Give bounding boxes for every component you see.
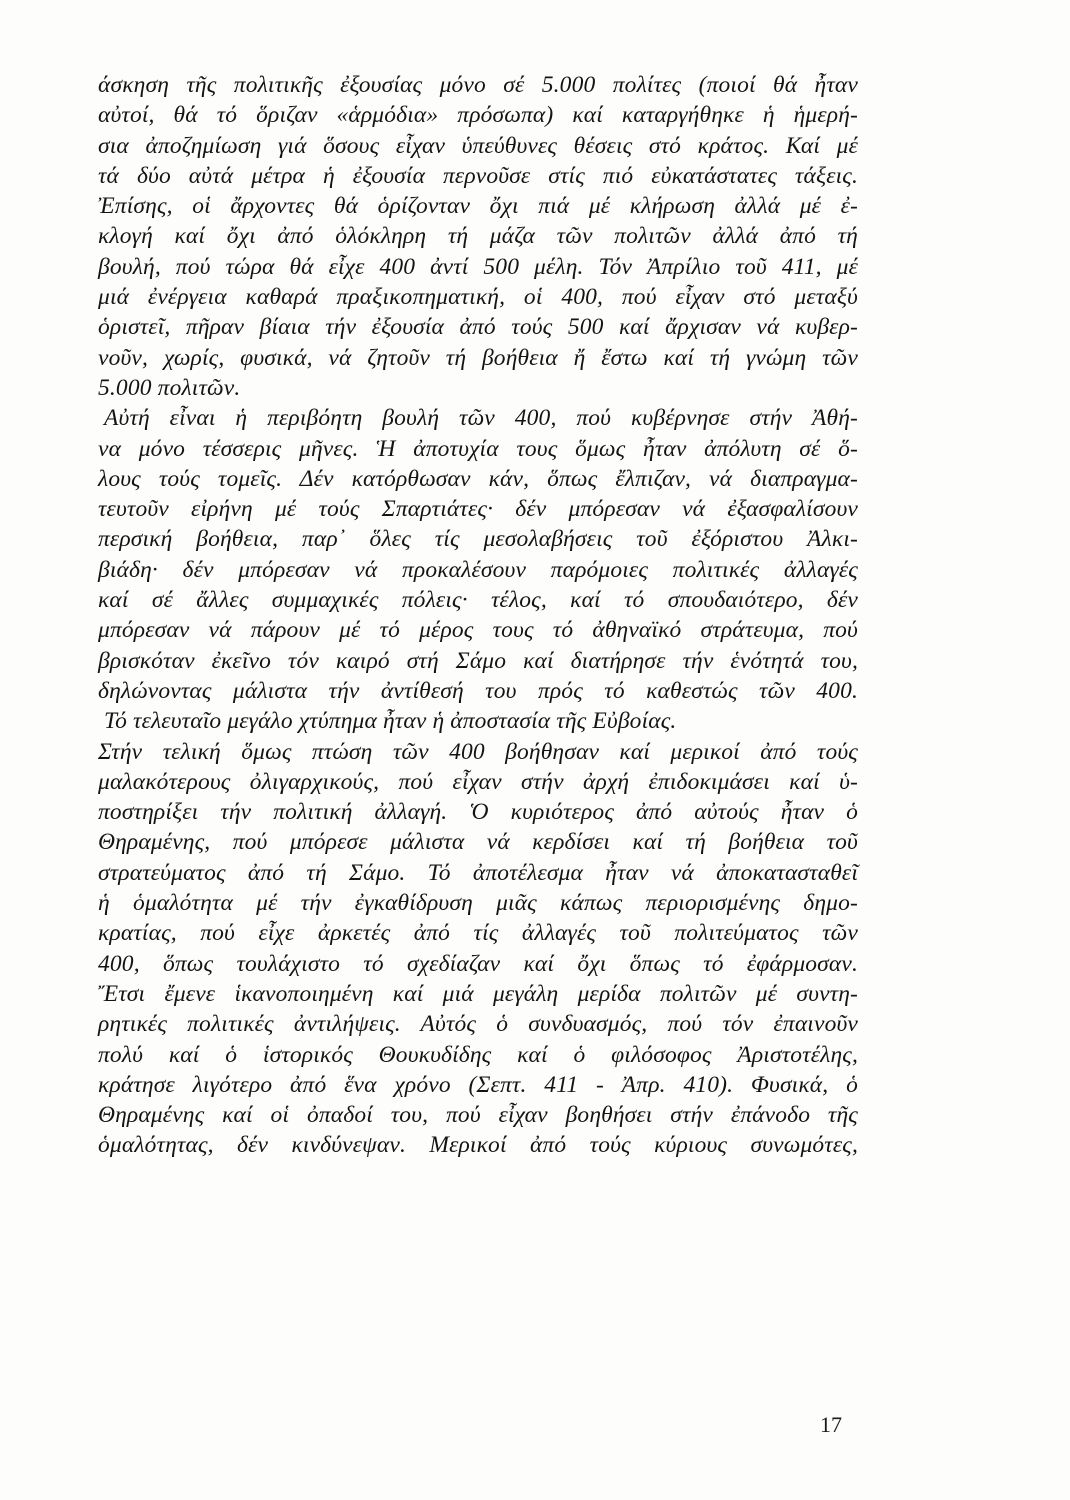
text-line: Θηραμένης, πού μπόρεσε μάλιστα νά κερδίσει καί τή βοήθεια τοῦ (98, 829, 858, 856)
text-line: μιά ἐνέργεια καθαρά πραξικοπηματική, οἱ 400, πού εἶχαν στό μεταξύ (98, 284, 858, 311)
text-line: μαλακότερους ὀλιγαρχικούς, πού εἶχαν στήν ἀρχή ἐπιδοκιμάσει καί ὑ- (98, 768, 858, 795)
paragraph-start-line: Αὐτή εἶναι ἡ περιβόητη βουλή τῶν 400, πού κυβέρνησε στήν Ἀθή- (104, 405, 858, 432)
text-line: ὁριστεῖ, πῆραν βίαια τήν ἐξουσία ἀπό τούς 500 καί ἄρχισαν νά κυβερ- (98, 314, 858, 341)
text-line: δηλώνοντας μάλιστα τήν ἀντίθεσή του πρός τό καθεστώς τῶν 400. (98, 677, 858, 704)
page-number: 17 (820, 1412, 842, 1437)
text-line: λους τούς τομεῖς. Δέν κατόρθωσαν κάν, ὅπως ἔλπιζαν, νά διαπραγμα- (98, 465, 858, 492)
text-line: κρατίας, πού εἶχε ἀρκετές ἀπό τίς ἀλλαγές τοῦ πολιτεύματος τῶν (98, 920, 858, 947)
text-line: ἡ ὁμαλότητα μέ τήν ἐγκαθίδρυση μιᾶς κάπως περιορισμένης δημο- (98, 890, 858, 917)
paragraph-start-line: Τό τελευταῖο μεγάλο χτύπημα ἦταν ἡ ἀποστασία τῆς Εὐβοίας. (104, 708, 677, 735)
text-line: νοῦν, χωρίς, φυσικά, νά ζητοῦν τή βοήθεια ἤ ἔστω καί τή γνώμη τῶν (98, 344, 858, 371)
text-line: αὐτοί, θά τό ὅριζαν «ἁρμόδια» πρόσωπα) καί καταργήθηκε ἡ ἡμερή- (98, 102, 858, 129)
text-line: σια ἀποζημίωση γιά ὅσους εἶχαν ὑπεύθυνες θέσεις στό κράτος. Καί μέ (98, 132, 858, 159)
body-text (98, 70, 858, 1161)
text-line: κλογή καί ὄχι ἀπό ὁλόκληρη τή μάζα τῶν πολιτῶν ἀλλά ἀπό τή (98, 223, 858, 250)
text-line: Στήν τελική ὅμως πτώση τῶν 400 βοήθησαν καί μερικοί ἀπό τούς (98, 738, 858, 765)
text-line: Ἐπίσης, οἱ ἄρχοντες θά ὁρίζονταν ὄχι πιά μέ κλήρωση ἀλλά μέ ἐ- (98, 193, 858, 220)
text-line: περσική βοήθεια, παρ᾿ ὅλες τίς μεσολαβήσεις τοῦ ἐξόριστου Ἀλκι- (98, 526, 858, 553)
text-line: μπόρεσαν νά πάρουν μέ τό μέρος τους τό ἀθηναϊκό στράτευμα, πού (98, 617, 858, 644)
text-line: τά δύο αὐτά μέτρα ἡ ἐξουσία περνοῦσε στίς πιό εὐκατάστατες τάξεις. (98, 162, 858, 189)
text-line: να μόνο τέσσερις μῆνες. Ἡ ἀποτυχία τους ὅμως ἦταν ἀπόλυτη σέ ὅ- (98, 435, 858, 462)
text-line: ποστηρίξει τήν πολιτική ἀλλαγή. Ὁ κυριότερος ἀπό αὐτούς ἦταν ὁ (98, 799, 858, 826)
text-line: ὁμαλότητας, δέν κινδύνεψαν. Μερικοί ἀπό τούς κύριους συνωμότες, (98, 1132, 858, 1159)
text-line: βρισκόταν ἐκεῖνο τόν καιρό στή Σάμο καί διατήρησε τήν ἑνότητά του, (98, 647, 858, 674)
text-line: στρατεύματος ἀπό τή Σάμο. Τό ἀποτέλεσμα ἦταν νά ἀποκατασταθεῖ (98, 859, 858, 886)
text-line: Ἔτσι ἔμενε ἱκανοποιημένη καί μιά μεγάλη μερίδα πολιτῶν μέ συντη- (98, 980, 858, 1007)
text-line: βιάδη· δέν μπόρεσαν νά προκαλέσουν παρόμοιες πολιτικές ἀλλαγές (98, 556, 858, 583)
text-line: τευτοῦν εἰρήνη μέ τούς Σπαρτιάτες· δέν μπόρεσαν νά ἐξασφαλίσουν (98, 496, 858, 523)
text-line: άσκηση τῆς πολιτικῆς ἐξουσίας μόνο σέ 5.000 πολίτες (ποιοί θά ἦταν (98, 72, 858, 98)
text-line: κράτησε λιγότερο ἀπό ἕνα χρόνο (Σεπτ. 411 - Ἀπρ. 410). Φυσικά, ὁ (98, 1071, 858, 1098)
text-line: βουλή, πού τώρα θά εἶχε 400 ἀντί 500 μέλη. Τόν Ἀπρίλιο τοῦ 411, μέ (98, 253, 858, 280)
text-line: πολύ καί ὁ ἱστορικός Θουκυδίδης καί ὁ φιλόσοφος Ἀριστοτέλης, (98, 1041, 858, 1068)
text-line: Θηραμένης καί οἱ ὀπαδοί του, πού εἶχαν βοηθήσει στήν ἐπάνοδο τῆς (98, 1102, 858, 1129)
text-line: 400, ὅπως τουλάχιστο τό σχεδίαζαν καί ὄχι ὅπως τό ἐφάρμοσαν. (98, 950, 858, 977)
text-line: ρητικές πολιτικές ἀντιλήψεις. Αὐτός ὁ συνδυασμός, πού τόν ἐπαινοῦν (98, 1011, 858, 1038)
text-line: 5.000 πολιτῶν. (98, 374, 241, 401)
text-line: καί σέ ἄλλες συμμαχικές πόλεις· τέλος, καί τό σπουδαιότερο, δέν (98, 587, 858, 614)
